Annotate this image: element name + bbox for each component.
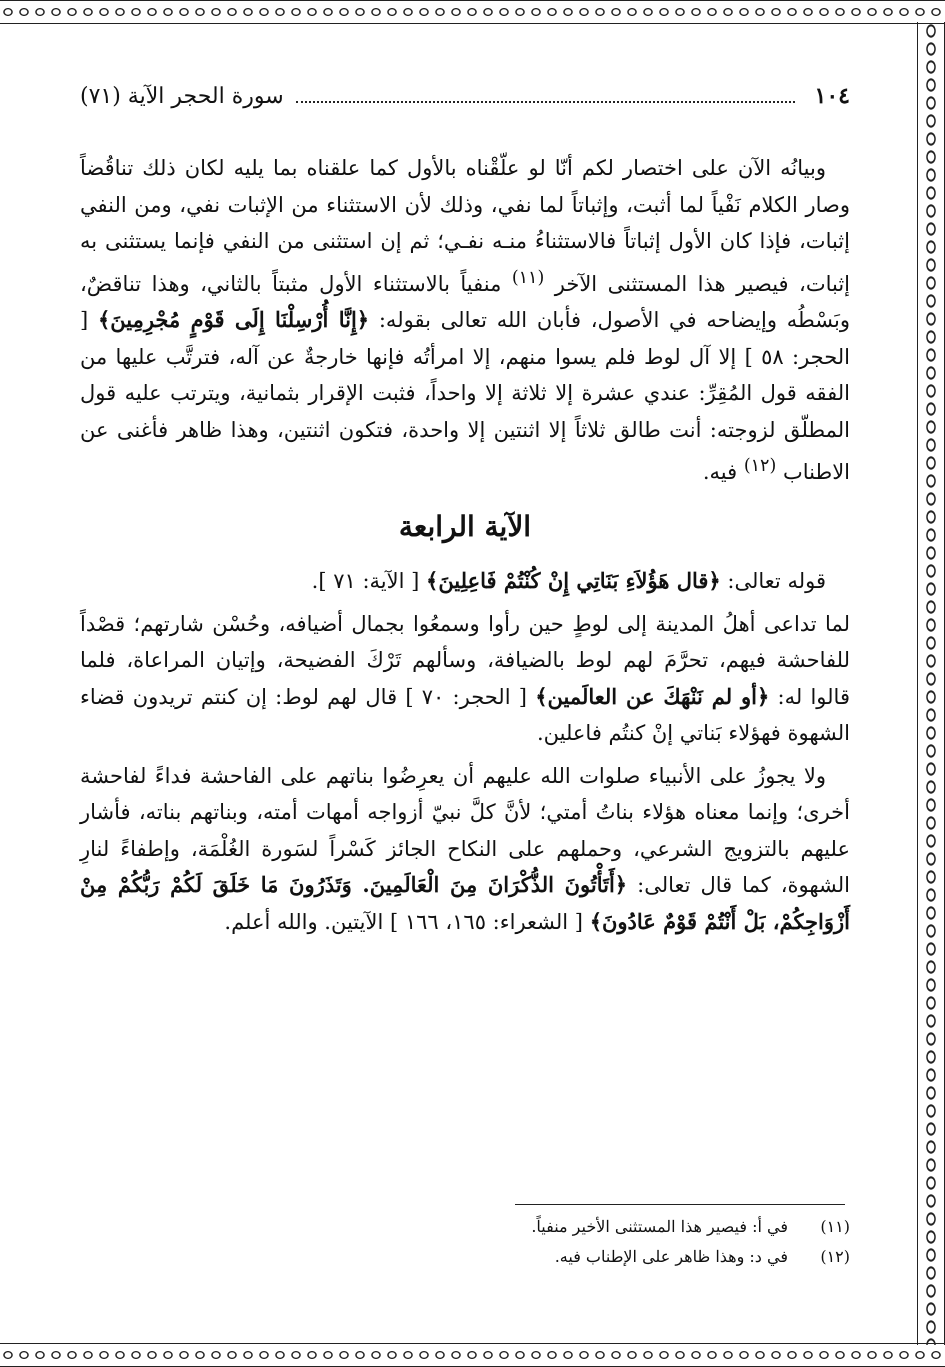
footnote-text: في د: وهذا ظاهر على الإطناب فيه. [554, 1247, 788, 1266]
paragraph-1-text-d: فيه. [702, 460, 738, 484]
paragraph-1-text-b: منفياً بالاستثناء الأول مثبتاً بالثاني، وهذا تناقضٌ، وبَسْطُه وإيضاحه في الأصول، فأبان الله تعالى بقوله: [80, 271, 850, 332]
paragraph-1 [80, 150, 850, 491]
footnote-12 [80, 1242, 850, 1272]
footnote-number: (١٢) [820, 1247, 850, 1266]
footnote-rule [515, 1204, 845, 1205]
ornamental-border-top [0, 0, 945, 24]
leader-dots [296, 101, 795, 103]
section-heading: الآية الرابعة [398, 509, 532, 543]
paragraph-3-text-a: ولا يجوزُ على الأنبياء صلوات الله عليهم أن يعرِضُوا بناتهم على الفاحشة فداءً لفاحشة أخرى؛ وإنما معناه هؤلاء بناتُ أمتي؛ لأنَّ كلَّ نبيّ أزواجه أمهات أمته، وبناتهم بناته، فأشار عليهم بالتزويج الشرعي، وحملهم على النكاح الجائز كَسْراً لسَورة الغُلْمَة، وإطفاءً لنارِ الشهوة، كما قال تعالى: [80, 763, 850, 897]
page-number: ١٠٤ [814, 83, 850, 109]
paragraph-2-text-a: لما تداعى أهلُ المدينة إلى لوطٍ حين رأوا وسمعُوا بجمال أضيافه، وحُسْن شارتهم؛ قصْداً للفاحشة فيهم، تحرَّمَ لهم لوط بالضيافة، وسألهم تَرْكَ الفضيحة، وإتيان المراعاة، فلما قالوا له: [80, 611, 850, 709]
quran-verse-3: ﴿أو لم نَنْهَكَ عن العالَمين﴾ [535, 683, 770, 709]
paragraph-1-text: وبيانُه الآن على اختصار لكم أنّا لو علّقْناه بالأول كما علقناه بما يليه لكان ذلك تناقُضاً وصار الكلام نَفْياً لما أثبت، وإثباتاً لما نفي، وذلك لأن الاستثناء من الإثبات نفي، ومن النفي إثبات، فإذا كان الأول إثباتاً فالاستثناءُ منـه نفـي؛ ثم إن استثنى من النفي فإنما يستثنى به إثبات، فيصير هذا المستثنى الآخر [80, 156, 850, 296]
ornamental-border-bottom [0, 1343, 945, 1367]
quran-verse-2: ﴿قال هَؤُلاَءِ بَنَاتِي إِنْ كُنْتُمْ فَاعِلِينَ﴾ [426, 568, 721, 593]
quran-verse-1: ﴿إِنَّا أُرْسِلْنَا إِلَى قَوْمٍ مُجْرِمِينَ﴾ [97, 307, 370, 332]
footnote-11 [80, 1212, 850, 1242]
verse-ref: [ الآية: ٧١ ]. [311, 569, 420, 593]
running-title: سورة الحجر الآية (٧١) [80, 83, 284, 109]
page-header [80, 78, 850, 114]
footnote-number: (١١) [820, 1217, 850, 1236]
paragraph-3-text-b: [ الشعراء: ١٦٥، ١٦٦ ] الآيتين. والله أعلم. [224, 909, 583, 934]
verse-intro-lead: قوله تعالى: [727, 569, 826, 593]
footnotes [80, 1212, 850, 1272]
ornamental-border-right [917, 22, 945, 1345]
paragraph-3 [80, 758, 850, 941]
verse-intro [80, 563, 850, 600]
paragraph-1-text-c: [ الحجر: ٥٨ ] إلا آل لوط فلم يسوا منهم، إلا امرأتُه فإنها خارجةٌ عن آله، فترتَّب عليها من الفقه قول المُقِرِّ: عندي عشرة إلا ثلاثة إلا واحداً، فثبت الإقرار بثمانية، ويترتب عليه قول المطلّق لزوجته: أنت طالق ثلاثاً إلا اثنتين إلا واحدة، فتكون اثنتين، وهذا ظاهر فأغنى عن الاطناب [80, 308, 851, 484]
footnote-ref-11: (١١) [511, 267, 545, 288]
quran-verse-4: ﴿أَتَأْتُونَ الذُّكْرَانَ مِنَ الْعَالَمِينَ. وَتَذَرُونَ مَا خَلَقَ لَكُمْ رَبُّكُمْ مِنْ أَزْوَاجِكُمْ، بَلْ أَنْتُمْ قَوْمٌ عَادُونَ﴾ [80, 872, 850, 934]
footnote-text: في أ: فيصير هذا المستثنى الأخير منفياً. [531, 1217, 788, 1236]
main-text [80, 150, 850, 946]
paragraph-2-text-b: [ الحجر: ٧٠ ] قال لهم لوط: إن كنتم تريدون قضاء الشهوة فهؤلاء بَناتي إنْ كنتُم فاعلين. [80, 684, 850, 745]
footnote-ref-12: (١٢) [743, 456, 777, 476]
paragraph-2 [80, 606, 850, 752]
